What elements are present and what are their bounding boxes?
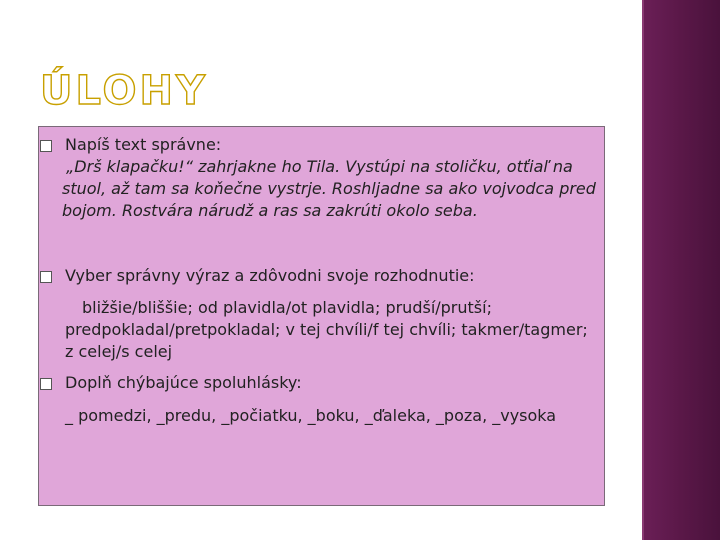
bullet-icon	[40, 271, 52, 283]
decorative-side-band	[642, 0, 720, 540]
slide-title: ÚLOHY	[40, 68, 208, 114]
bullet-icon	[40, 140, 52, 152]
task-2-heading: Vyber správny výraz a zdôvodni svoje rozhodnutie:	[65, 266, 475, 285]
task-3-heading: Doplň chýbajúce spoluhlásky:	[65, 373, 302, 392]
task-1-heading: Napíš text správne:	[65, 135, 222, 154]
task-2-body: bližšie/bliššie; od plavidla/ot plavidla; prudší/prutší; predpokladal/pretpokladal; v tej chvíli/f tej chvíli; takmer/tagmer; z celej/s celej	[65, 298, 588, 361]
bullet-icon	[40, 378, 52, 390]
task-1-body: „Drš klapačku!“ zahrjakne ho Tila. Vystúpi na stoličku, otťiaľ na stuol, až tam sa koňečne vystrje. Roshljadne sa ako vojvodca pred bojom. Rostvára nárudž a ras sa zakrúti okolo seba.	[62, 157, 596, 220]
task-3-body: _ pomedzi, _predu, _počiatku, _boku, _ďaleka, _poza, _vysoka	[65, 406, 557, 425]
